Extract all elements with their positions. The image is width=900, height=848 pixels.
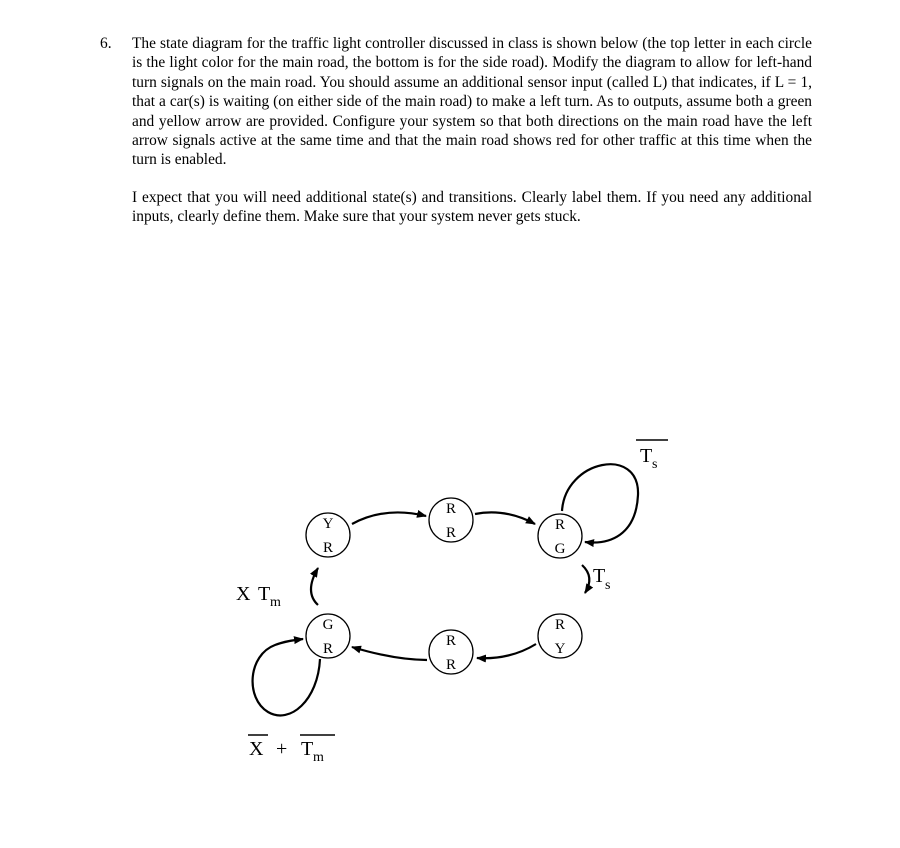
state-ry-side: Y [554,641,566,657]
label-ts-bar [636,440,668,472]
label-ts-sub: s [605,578,611,593]
transition-rg-to-ry [582,565,589,593]
transition-ry-to-rr [477,644,536,658]
transition-yr-to-rr [352,512,426,524]
state-rg [538,514,582,558]
label-x-bar-x: X [249,738,264,760]
transition-gr-self-loop [253,639,320,715]
problem-number: 6. [100,35,112,52]
label-x-bar-plus-tm-bar [248,735,335,765]
state-rg-side: G [554,541,566,557]
state-yr [306,513,350,557]
state-rr-top-main: R [445,501,457,517]
label-x-tm-t: T [258,583,271,605]
problem-paragraph-1: The state diagram for the traffic light controller discussed in class is shown below (the top letter in each circle is the light color for the main road, the bottom is for the side road). Modify the diagram to allow for left-hand turn signals on the main road. You should assume an additional sensor input (called L) that indicates, if L = 1, that a car(s) is waiting (on either side of the main road) to make a left turn. As to outputs, assume both a green and yellow arrow are provided. Configure your system so that both directions on the main road have the left arrow signals active at the same time and that the main road shows red for other traffic at this time when the turn is enabled. [132,35,812,169]
label-x-tm-sub: m [270,595,281,610]
label-ts-bar-t: T [640,445,653,467]
state-gr-side: R [322,641,334,657]
label-tm-bar-sub: m [313,750,324,765]
state-ry [538,614,582,658]
transition-rr-to-rg [475,512,535,524]
transition-rr-to-gr [352,647,427,660]
state-rg-main: R [554,517,566,533]
state-yr-main: Y [322,516,334,532]
transition-gr-to-yr [311,568,318,605]
label-tm-bar-t: T [301,738,314,760]
state-rr-bottom [429,630,473,674]
state-ry-main: R [554,617,566,633]
label-ts [593,565,610,593]
state-rr-bottom-main: R [445,633,457,649]
label-ts-bar-sub: s [652,457,658,472]
state-rr-bottom-side: R [445,657,457,673]
label-x-tm [236,583,281,610]
state-gr-main: G [322,617,334,633]
state-rr-top-side: R [445,525,457,541]
state-rr-top [429,498,473,542]
label-ts-t: T [593,565,606,587]
state-gr [306,614,350,658]
state-yr-side: R [322,540,334,556]
label-plus: + [276,738,288,760]
label-x-tm-x: X [236,583,251,605]
problem-paragraph-2: I expect that you will need additional state(s) and transitions. Clearly label them. If you need any additional inputs, clearly define them. Make sure that your system never gets stuck. [132,188,812,226]
